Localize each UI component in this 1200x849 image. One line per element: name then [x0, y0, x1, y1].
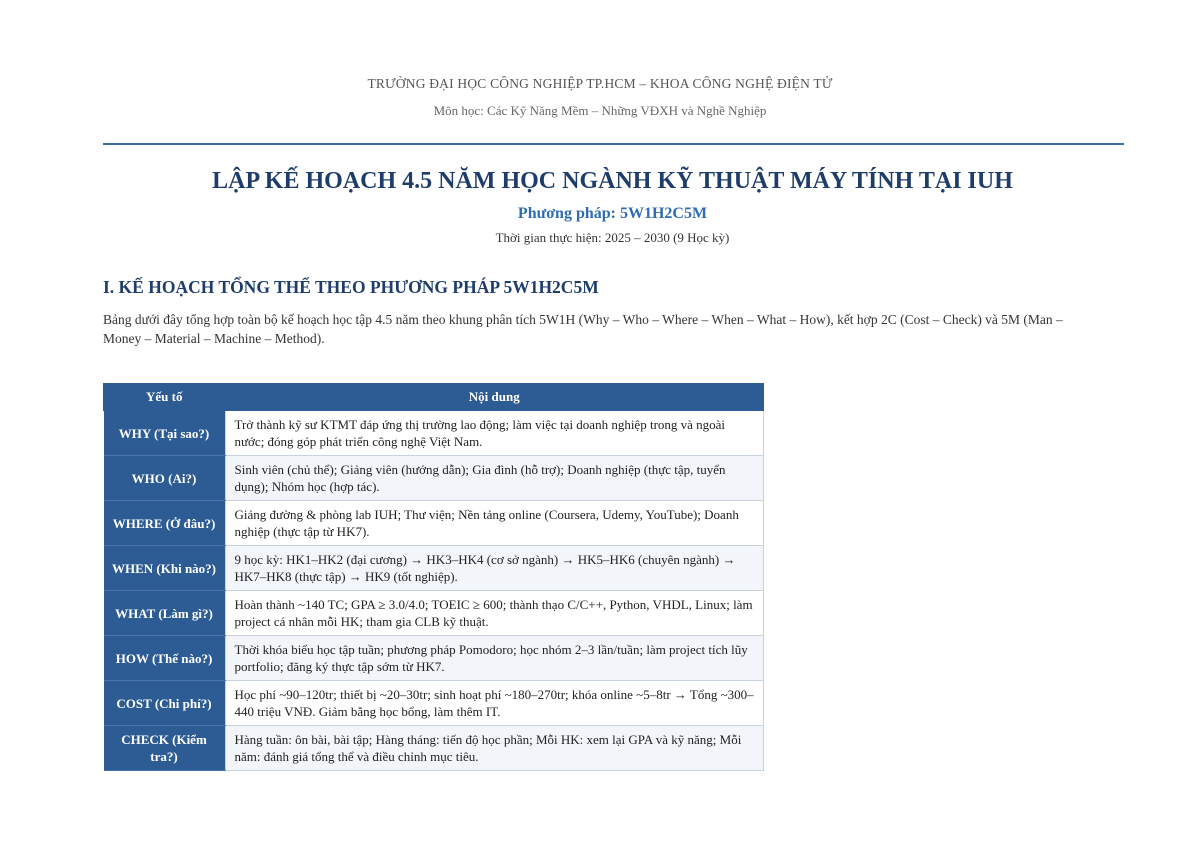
- subject-subheader: Môn học: Các Kỹ Năng Mềm – Những VĐXH và Nghề Nghiệp: [433, 103, 767, 118]
- row-value: Hàng tuần: ôn bài, bài tập; Hàng tháng: tiến độ học phần; Mỗi HK: xem lại GPA và kỹ năng; Mỗi năm: đánh giá tổng thể và điều chỉnh mục tiêu.: [225, 726, 764, 771]
- row-value: Hoàn thành ~140 TC; GPA ≥ 3.0/4.0; TOEIC ≥ 600; thành thạo C/C++, Python, VHDL, Linux; làm project cá nhân mỗi HK; tham gia CLB kỹ thuật.: [225, 591, 764, 636]
- row-key: HOW (Thế nào?): [104, 636, 226, 681]
- row-value: Trở thành kỹ sư KTMT đáp ứng thị trường lao động; làm việc tại doanh nghiệp trong và ngoài nước; đóng góp phát triển công nghệ Việt Nam.: [225, 411, 764, 456]
- table-header-row: [104, 384, 764, 411]
- row-key: WHAT (Làm gì?): [104, 591, 226, 636]
- table-row: [104, 591, 764, 636]
- plan-table: [103, 383, 764, 771]
- table-row: [104, 636, 764, 681]
- row-value: Học phí ~90–120tr; thiết bị ~20–30tr; sinh hoạt phí ~180–270tr; khóa online ~5–8tr → Tổng ~300–440 triệu VNĐ. Giảm bằng học bổng, làm thêm IT.: [225, 681, 764, 726]
- row-key: COST (Chi phí?): [104, 681, 226, 726]
- table-row: [104, 546, 764, 591]
- duration-text: Thời gian thực hiện: 2025 – 2030 (9 Học kỳ): [495, 230, 730, 245]
- table-row: [104, 681, 764, 726]
- row-key: WHY (Tại sao?): [104, 411, 226, 456]
- table-row: [104, 411, 764, 456]
- row-key: WHERE (Ở đâu?): [104, 501, 226, 546]
- method-subtitle: Phương pháp: 5W1H2C5M: [517, 205, 708, 222]
- row-value: Sinh viên (chủ thể); Giảng viên (hướng dẫn); Gia đình (hỗ trợ); Doanh nghiệp (thực tập, tuyển dụng); Nhóm học (hợp tác).: [225, 456, 764, 501]
- row-key: WHEN (Khi nào?): [104, 546, 226, 591]
- header-factor: Yếu tố: [104, 384, 226, 411]
- table-row: [104, 456, 764, 501]
- school-header: TRƯỜNG ĐẠI HỌC CÔNG NGHIỆP TP.HCM – KHOA CÔNG NGHỆ ĐIỆN TỬ: [367, 76, 833, 91]
- row-value: Thời khóa biểu học tập tuần; phương pháp Pomodoro; học nhóm 2–3 lần/tuần; làm project tích lũy portfolio; đăng ký thực tập sớm từ HK7.: [225, 636, 764, 681]
- header-content: Nội dung: [225, 384, 764, 411]
- section-heading: I. KẾ HOẠCH TỔNG THỂ THEO PHƯƠNG PHÁP 5W1H2C5M: [103, 277, 599, 297]
- row-key: CHECK (Kiểm tra?): [104, 726, 226, 771]
- intro-paragraph: Bảng dưới đây tổng hợp toàn bộ kế hoạch học tập 4.5 năm theo khung phân tích 5W1H (Why – Who – Where – When – What – How), kết hợp 2C (Cost – Check) và 5M (Man – Money – Material – Machine – Method).: [103, 312, 1063, 346]
- document-title: LẬP KẾ HOẠCH 4.5 NĂM HỌC NGÀNH KỸ THUẬT MÁY TÍNH TẠI IUH: [212, 168, 1013, 194]
- row-value: 9 học kỳ: HK1–HK2 (đại cương) → HK3–HK4 (cơ sở ngành) → HK5–HK6 (chuyên ngành) → HK7–HK8 (thực tập) → HK9 (tốt nghiệp).: [225, 546, 764, 591]
- row-value: Giảng đường & phòng lab IUH; Thư viện; Nền tảng online (Coursera, Udemy, YouTube); Doanh nghiệp (thực tập từ HK7).: [225, 501, 764, 546]
- table-row: [104, 726, 764, 771]
- row-key: WHO (Ai?): [104, 456, 226, 501]
- header-divider: [103, 143, 1124, 145]
- table-row: [104, 501, 764, 546]
